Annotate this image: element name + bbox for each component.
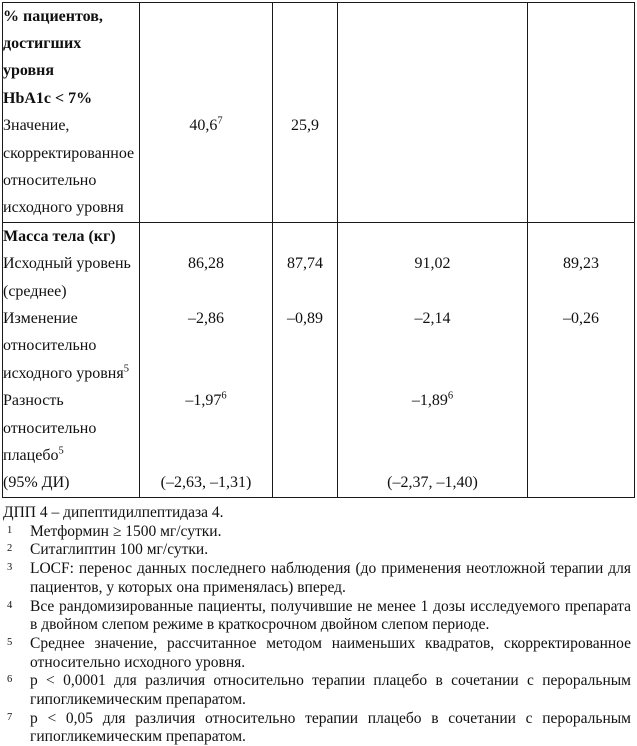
- value-cell: [273, 442, 338, 469]
- row-label-cell: относительно: [3, 167, 140, 194]
- value-cell: [140, 195, 273, 223]
- value-cell: [338, 58, 528, 85]
- footnote-7: [2, 710, 631, 746]
- value-cell: [528, 360, 635, 387]
- row-label-cell: Разность: [3, 387, 140, 414]
- value-cell: [528, 223, 635, 251]
- value-cell: [273, 278, 338, 305]
- footnote-marker: 7: [7, 711, 13, 723]
- footnote-text: LOCF: перенос данных последнего наблюдения (до применения неотложной терапии для пациентов, у которых она применялась) вперед.: [30, 560, 631, 596]
- row-label-cell: Масса тела (кг): [3, 223, 140, 251]
- table-line-row: [3, 58, 635, 85]
- footnote-text: Ситаглиптин 100 мг/сутки.: [30, 541, 209, 559]
- value-cell: [140, 223, 273, 251]
- table-line-row: [3, 305, 635, 332]
- table-line-row: [3, 223, 635, 251]
- value-cell: [528, 167, 635, 194]
- row-label-cell: исходного уровня$^5$: [3, 360, 140, 387]
- table-line-row: [3, 415, 635, 442]
- value-cell: [528, 3, 635, 31]
- superscript-reference: 7: [217, 115, 223, 127]
- value-cell: [338, 415, 528, 442]
- value-cell: –0,89: [273, 305, 338, 332]
- row-label-cell: HbA1c < 7%: [3, 85, 140, 112]
- value-cell: [140, 278, 273, 305]
- table-line-row: [3, 470, 635, 498]
- value-cell: [338, 85, 528, 112]
- value-cell: [273, 3, 338, 31]
- value-cell: [140, 415, 273, 442]
- value-cell: [273, 140, 338, 167]
- value-cell: [528, 85, 635, 112]
- value-cell: –1,89$^6$: [338, 387, 528, 414]
- value-cell: [140, 30, 273, 57]
- value-cell: (–2,37, –1,40): [338, 470, 528, 498]
- value-cell: [273, 85, 338, 112]
- footnote-text: Среднее значение, рассчитанное методом наименьших квадратов, скорректированное относительно исходного уровня.: [30, 634, 631, 671]
- value-cell: –1,97$^6$: [140, 387, 273, 414]
- value-cell: [338, 278, 528, 305]
- table-line-row: [3, 3, 635, 31]
- value-cell: 25,9: [273, 113, 338, 140]
- table-line-row: [3, 387, 635, 414]
- value-cell: [140, 333, 273, 360]
- value-cell: 91,02: [338, 251, 528, 278]
- value-cell: [338, 3, 528, 31]
- value-cell: [273, 195, 338, 223]
- value-cell: [528, 30, 635, 57]
- value-cell: [140, 85, 273, 112]
- value-cell: [273, 58, 338, 85]
- value-cell: [528, 333, 635, 360]
- value-cell: 86,28: [140, 251, 273, 278]
- value-cell: –2,86: [140, 305, 273, 332]
- footnote-4: [2, 598, 631, 635]
- value-cell: [338, 223, 528, 251]
- value-cell: [273, 360, 338, 387]
- superscript-reference: 6: [221, 390, 227, 402]
- row-label-cell: плацебо$^5$: [3, 442, 140, 469]
- footnote-text: Метформин ≥ 1500 мг/сутки.: [30, 522, 222, 540]
- value-cell: [273, 30, 338, 57]
- value-cell: [338, 195, 528, 223]
- value-cell: [140, 442, 273, 469]
- value-cell: [338, 333, 528, 360]
- clinical-results-table: [2, 2, 635, 498]
- value-cell: 89,23: [528, 251, 635, 278]
- row-label-cell: исходного уровня: [3, 195, 140, 223]
- value-cell: [528, 140, 635, 167]
- value-cell: [140, 167, 273, 194]
- row-label-cell: (95% ДИ): [3, 470, 140, 498]
- footnote-marker: 6: [7, 674, 13, 686]
- value-cell: [338, 113, 528, 140]
- value-cell: [273, 415, 338, 442]
- table-line-row: [3, 333, 635, 360]
- table-line-row: [3, 113, 635, 140]
- value-cell: [273, 167, 338, 194]
- footnote-6: [2, 672, 631, 709]
- row-label-cell: (среднее): [3, 278, 140, 305]
- footnote-marker: 4: [7, 599, 13, 611]
- value-cell: [273, 387, 338, 414]
- value-cell: [273, 223, 338, 251]
- row-label-cell: Значение,: [3, 113, 140, 140]
- table-line-row: [3, 30, 635, 57]
- table-line-row: [3, 85, 635, 112]
- table-line-row: [3, 360, 635, 387]
- footnote-marker: 1: [7, 524, 13, 536]
- value-cell: [140, 3, 273, 31]
- table-line-row: [3, 442, 635, 469]
- value-cell: [338, 442, 528, 469]
- row-label-cell: достигших: [3, 30, 140, 57]
- footnote-3: [2, 560, 631, 597]
- value-cell: [528, 195, 635, 223]
- footnote-text: p < 0,05 для различия относительно терапии плацебо в сочетании с пероральным гипогликемическим препаратом.: [30, 709, 631, 746]
- table-line-row: [3, 278, 635, 305]
- row-label-cell: относительно: [3, 415, 140, 442]
- value-cell: [338, 140, 528, 167]
- value-cell: [528, 442, 635, 469]
- table-line-row: [3, 167, 635, 194]
- table-line-row: [3, 140, 635, 167]
- value-cell: (–2,63, –1,31): [140, 470, 273, 498]
- row-label-cell: относительно: [3, 333, 140, 360]
- value-cell: [338, 360, 528, 387]
- footnote-marker: 5: [7, 636, 13, 648]
- row-label-cell: Изменение: [3, 305, 140, 332]
- table-body: [3, 3, 635, 498]
- value-cell: [140, 58, 273, 85]
- row-label-cell: % пациентов,: [3, 3, 140, 31]
- abbreviation-note: ДПП 4 – дипептидилпептидаза 4.: [3, 504, 224, 522]
- value-cell: [528, 415, 635, 442]
- row-label-cell: уровня: [3, 58, 140, 85]
- footnote-text: Все рандомизированные пациенты, получившие не менее 1 дозы исследуемого препарата в двойном слепом режиме в краткосрочном двойном слепом периоде.: [30, 597, 631, 634]
- value-cell: [528, 278, 635, 305]
- table-line-row: [3, 195, 635, 223]
- value-cell: [140, 140, 273, 167]
- row-label-cell: Исходный уровень: [3, 251, 140, 278]
- footnote-2: [2, 541, 631, 560]
- superscript-reference: 5: [58, 445, 64, 457]
- footnotes-block: [2, 504, 631, 746]
- value-cell: 40,6$^7$: [140, 113, 273, 140]
- footnote-text: p < 0,0001 для различия относительно терапии плацебо в сочетании с пероральным гипогликемическим препаратом.: [30, 672, 631, 709]
- table-line-row: [3, 251, 635, 278]
- superscript-reference: 6: [447, 390, 454, 402]
- value-cell: –0,26: [528, 305, 635, 332]
- value-cell: 87,74: [273, 251, 338, 278]
- value-cell: [528, 470, 635, 498]
- value-cell: –2,14: [338, 305, 528, 332]
- superscript-reference: 5: [123, 363, 129, 375]
- value-cell: [528, 387, 635, 414]
- value-cell: [528, 58, 635, 85]
- footnote-5: [2, 635, 631, 672]
- value-cell: [338, 30, 528, 57]
- footnote-marker: 3: [7, 562, 13, 574]
- value-cell: [273, 333, 338, 360]
- value-cell: [140, 360, 273, 387]
- value-cell: [273, 470, 338, 498]
- value-cell: [528, 113, 635, 140]
- footnote-1: [2, 523, 631, 542]
- row-label-cell: скорректированное: [3, 140, 140, 167]
- footnote-marker: 2: [7, 543, 13, 555]
- value-cell: [338, 167, 528, 194]
